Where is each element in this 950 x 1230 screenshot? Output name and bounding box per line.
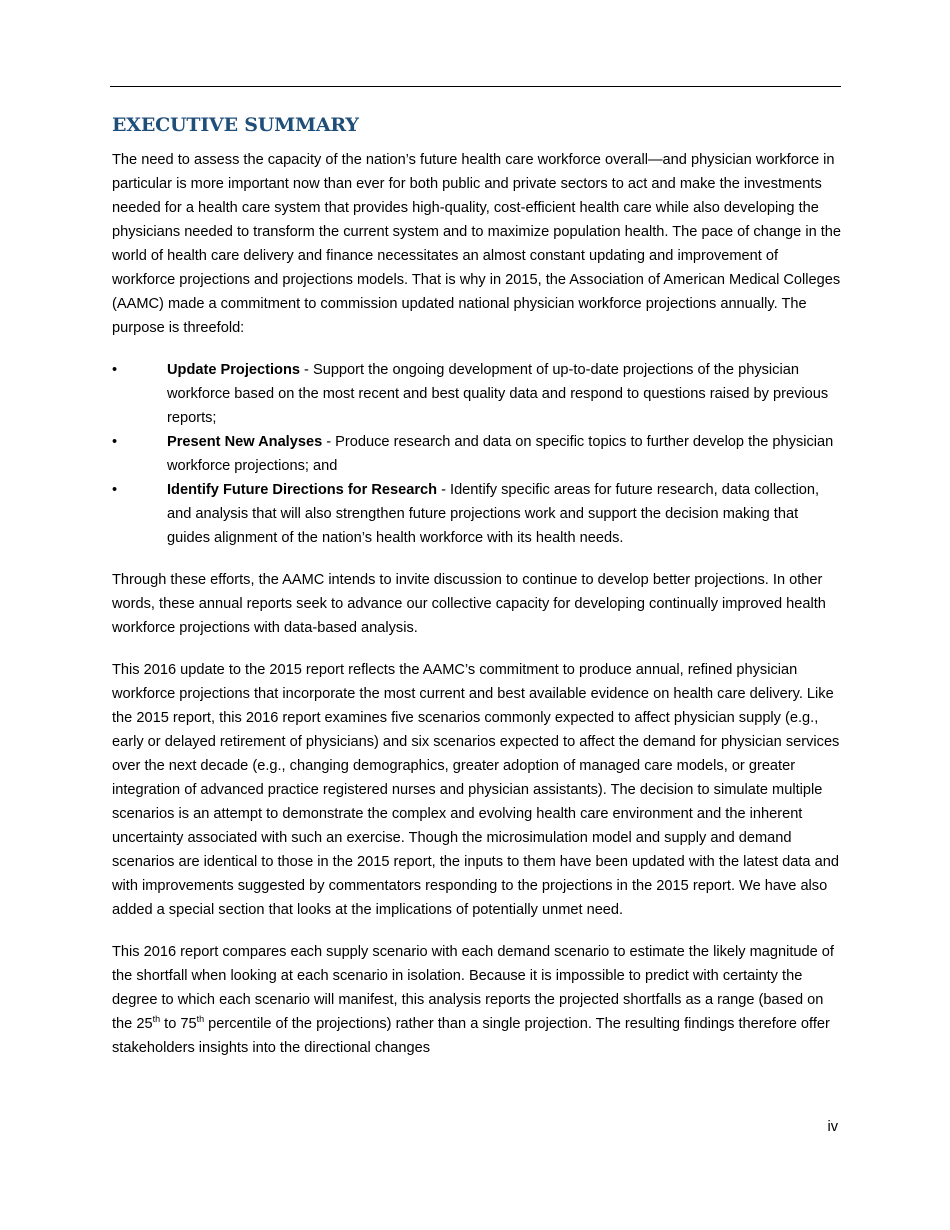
list-item-title: Update Projections <box>167 362 300 378</box>
list-item-text <box>167 478 843 550</box>
purpose-list <box>112 358 843 550</box>
list-item <box>112 430 843 478</box>
bullet-icon: • <box>112 482 118 498</box>
section-heading: EXECUTIVE SUMMARY <box>112 114 359 136</box>
bullet-icon: • <box>112 362 118 378</box>
page-number: iv <box>827 1119 838 1135</box>
paragraph-text-part: to 75 <box>160 1016 197 1032</box>
list-item-description: - Support the ongoing development of up-to-date projections of the physician workforce based on the most recent and best quality data and respond to questions raised by previous reports; <box>167 362 829 426</box>
paragraph-2016-update: This 2016 update to the 2015 report reflects the AAMC’s commitment to produce annual, refined physician workforce projections that incorporate the most current and best available evidence on health care delivery. Like the 2015 report, this 2016 report examines five scenarios commonly expected to affect physician supply (e.g., early or delayed retirement of physicians) and six scenarios expected to affect the demand for physician services over the next decade (e.g., changing demographics, greater adoption of managed care models, or greater integration of advanced practice registered nurses and physician assistants). The decision to simulate multiple scenarios is an attempt to demonstrate the complex and evolving health care environment and the inherent uncertainty associated with such an exercise. Though the microsimulation model and supply and demand scenarios are identical to those in the 2015 report, the inputs to them have been updated with the latest data and with improvements suggested by commentators responding to the projections in the 2015 report. We have also added a special section that looks at the implications of potentially unmet need. <box>112 662 840 918</box>
list-item <box>112 478 843 550</box>
list-item <box>112 358 843 430</box>
paragraph-text-part: percentile of the projections) rather than a single projection. The resulting findings therefore offer stakeholders insights into the directional changes <box>112 1016 830 1056</box>
list-item-title: Identify Future Directions for Research <box>167 482 438 498</box>
page-content <box>112 112 843 1060</box>
paragraph-scenario-comparison <box>112 940 843 1060</box>
superscript-ordinal: th <box>152 1014 161 1025</box>
list-item-description: - Produce research and data on specific topics to further develop the physician workforce projections; and <box>167 434 834 474</box>
paragraph-text-part: This 2016 report compares each supply scenario with each demand scenario to estimate the likely magnitude of the shortfall when looking at each scenario in isolation. Because it is impossible to predict with certainty the degree to which each scenario will manifest, this analysis reports the projected shortfalls as a range (based on the 25 <box>112 944 834 1032</box>
list-item-text <box>167 358 843 430</box>
list-item-text <box>167 430 843 478</box>
bullet-icon: • <box>112 434 118 450</box>
list-item-title: Present New Analyses <box>167 434 323 450</box>
list-item-description: - Identify specific areas for future research, data collection, and analysis that will also strengthen future projections work and support the decision making that guides alignment of the nation’s health workforce with its health needs. <box>167 482 820 546</box>
paragraph-efforts: Through these efforts, the AAMC intends to invite discussion to continue to develop better projections. In other words, these annual reports seek to advance our collective capacity for developing continually improved health workforce projections with data-based analysis. <box>112 572 826 636</box>
header-rule <box>110 86 841 87</box>
intro-paragraph: The need to assess the capacity of the nation’s future health care workforce overall—and physician workforce in particular is more important now than ever for both public and private sectors to act and make the investments needed for a health care system that provides high-quality, cost-efficient health care while also developing the physicians needed to transform the current system and to maximize population health. The pace of change in the world of health care delivery and finance necessitates an almost constant updating and improvement of workforce projections and projections models. That is why in 2015, the Association of American Medical Colleges (AAMC) made a commitment to commission updated national physician workforce projections annually. The purpose is threefold: <box>112 152 842 336</box>
superscript-ordinal: th <box>196 1014 205 1025</box>
